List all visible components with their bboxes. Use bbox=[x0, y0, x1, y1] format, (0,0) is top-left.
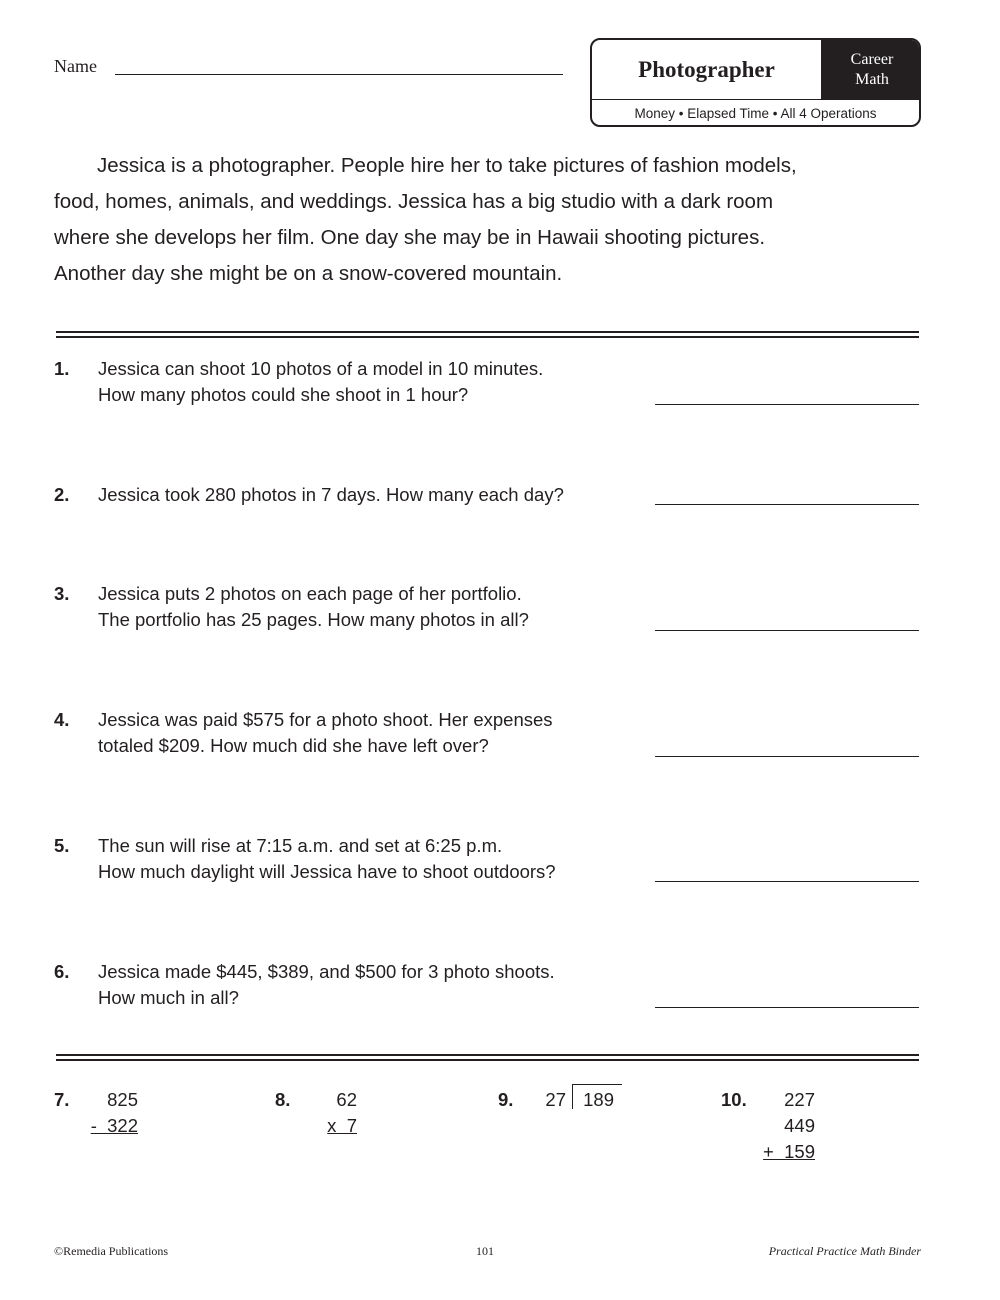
problem-text: Jessica puts 2 photos on each page of her portfolio. bbox=[98, 583, 522, 604]
problem-8 bbox=[275, 1087, 395, 1147]
intro-line: Another day she might be on a snow-covered mountain. bbox=[54, 262, 563, 285]
answer-line-6[interactable] bbox=[655, 1007, 919, 1008]
problem-number: 5. bbox=[54, 835, 70, 856]
answer-line-3[interactable] bbox=[655, 630, 919, 631]
footer-copyright: ©Remedia Publications bbox=[54, 1244, 169, 1258]
answer-line-4[interactable] bbox=[655, 756, 919, 757]
addend: 227 bbox=[784, 1089, 815, 1110]
category-badge bbox=[821, 40, 921, 99]
problem-number: 3. bbox=[54, 583, 70, 604]
title-box bbox=[590, 38, 921, 127]
problem-text: Jessica can shoot 10 photos of a model in 10 minutes. bbox=[98, 358, 544, 379]
problem-text: totaled $209. How much did she have left over? bbox=[98, 735, 489, 756]
problem-7 bbox=[54, 1087, 174, 1147]
section-divider bbox=[56, 331, 919, 338]
multiplicand: 62 bbox=[336, 1089, 357, 1110]
problem-text: Jessica made $445, $389, and $500 for 3 photo shoots. bbox=[98, 961, 555, 982]
footer-book-title: Practical Practice Math Binder bbox=[768, 1244, 921, 1258]
addend: + 159 bbox=[763, 1141, 815, 1162]
category-line-1: Career bbox=[850, 50, 894, 68]
skills-subtitle: Money • Elapsed Time • All 4 Operations bbox=[592, 99, 919, 127]
problem-number: 7. bbox=[54, 1089, 70, 1110]
problem-number: 1. bbox=[54, 358, 70, 379]
problem-text: Jessica was paid $575 for a photo shoot. Her expenses bbox=[98, 709, 553, 730]
problem-number: 10. bbox=[721, 1089, 747, 1110]
problem-number: 8. bbox=[275, 1089, 291, 1110]
problem-text: The portfolio has 25 pages. How many photos in all? bbox=[98, 609, 529, 630]
problem-number: 9. bbox=[498, 1089, 514, 1110]
problem-text: How much in all? bbox=[98, 987, 239, 1008]
intro-line: Jessica is a photographer. People hire her to take pictures of fashion models, bbox=[97, 154, 797, 177]
problem-9 bbox=[498, 1087, 638, 1127]
intro-line: food, homes, animals, and weddings. Jessica has a big studio with a dark room bbox=[54, 190, 774, 213]
name-label: Name bbox=[54, 56, 97, 76]
answer-line-5[interactable] bbox=[655, 881, 919, 882]
name-line bbox=[115, 74, 563, 75]
page-title: Photographer bbox=[638, 56, 775, 82]
problem-10 bbox=[721, 1087, 841, 1167]
multiplier: x 7 bbox=[327, 1115, 357, 1136]
addend: 449 bbox=[784, 1115, 815, 1136]
divisor: 27 bbox=[545, 1089, 566, 1110]
problem-text: The sun will rise at 7:15 a.m. and set at 6:25 p.m. bbox=[98, 835, 503, 856]
minuend: 825 bbox=[107, 1089, 138, 1110]
section-divider bbox=[56, 1054, 919, 1061]
page-number: 101 bbox=[476, 1244, 494, 1258]
subtrahend: - 322 bbox=[90, 1115, 138, 1136]
answer-line-1[interactable] bbox=[655, 404, 919, 405]
problem-number: 4. bbox=[54, 709, 70, 730]
answer-line-2[interactable] bbox=[655, 504, 919, 505]
problem-number: 6. bbox=[54, 961, 70, 982]
intro-line: where she develops her film. One day she may be in Hawaii shooting pictures. bbox=[54, 226, 766, 249]
problem-text: How many photos could she shoot in 1 hour? bbox=[98, 384, 469, 405]
intro-paragraph bbox=[54, 148, 934, 292]
problem-number: 2. bbox=[54, 484, 70, 505]
dividend: 189 bbox=[583, 1089, 614, 1110]
category-line-2: Math bbox=[855, 70, 889, 88]
problem-text: How much daylight will Jessica have to shoot outdoors? bbox=[98, 861, 556, 882]
problem-text: Jessica took 280 photos in 7 days. How many each day? bbox=[98, 484, 564, 505]
